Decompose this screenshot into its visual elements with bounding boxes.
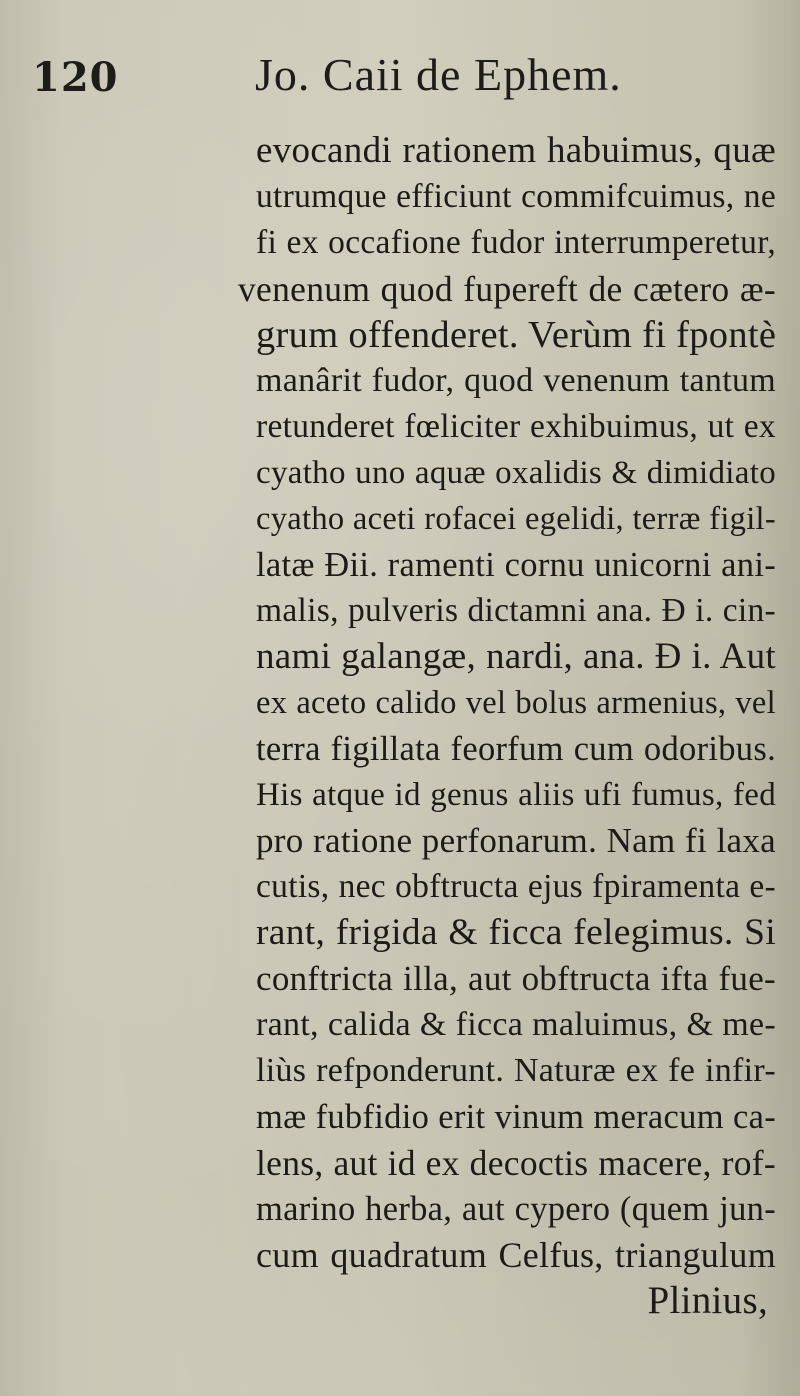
text-line: fi ex occafione fudor interrumperetur, — [256, 224, 776, 261]
text-line: cyatho uno aquæ oxalidis & dimidiato — [256, 455, 776, 491]
text-line: cum quadratum Celfus, triangulum — [256, 1235, 776, 1275]
text-line: evocandi rationem habuimus, quæ — [256, 130, 776, 171]
text-line: marino herba, aut cypero (quem jun- — [256, 1190, 776, 1228]
catchword: Plinius, — [647, 1279, 768, 1322]
text-line: cyatho aceti rofacei egelidi, terræ figil- — [256, 501, 776, 537]
text-line: rant, frigida & ficca felegimus. Si — [256, 912, 776, 953]
text-line: cutis, nec obftructa ejus fpiramenta e- — [256, 868, 776, 905]
text-line: terra figillata feorfum cum odoribus. — [256, 730, 776, 768]
text-line: liùs refponderunt. Naturæ ex fe infir- — [256, 1052, 776, 1089]
body-text — [238, 128, 777, 1324]
text-line: pro ratione perfonarum. Nam fi laxa — [256, 821, 776, 860]
text-line: His atque id genus aliis ufi fumus, fed — [256, 777, 776, 813]
text-line: ex aceto calido vel bolus armenius, vel — [256, 685, 776, 721]
text-line: latæ Đii. ramenti cornu unicorni ani- — [256, 546, 776, 584]
text-line: nami galangæ, nardi, ana. Đ i. Aut — [256, 636, 776, 677]
running-head: Jo. Caii de Ephem. — [255, 49, 622, 100]
text-line: utrumque efficiunt commifcuimus, ne — [256, 178, 776, 215]
text-line: venenum quod fupereft de cætero æ- — [238, 269, 776, 309]
text-line: lens, aut id ex decoctis macere, rof- — [256, 1143, 776, 1183]
text-line: malis, pulveris dictamni ana. Đ i. cin- — [256, 592, 776, 629]
text-line: manârit fudor, quod venenum tantum — [256, 362, 776, 399]
text-line: conftricta illa, aut obftructa ifta fue- — [256, 959, 776, 998]
text-line: retunderet fœliciter exhibuimus, ut ex — [256, 408, 776, 445]
text-line: mæ fubfidio erit vinum meracum ca- — [256, 1098, 776, 1136]
text-line: rant, calida & ficca maluimus, & me- — [256, 1006, 776, 1043]
text-line: grum offenderet. Verùm fi fpontè — [256, 314, 777, 356]
page-number: 120 — [32, 54, 119, 101]
